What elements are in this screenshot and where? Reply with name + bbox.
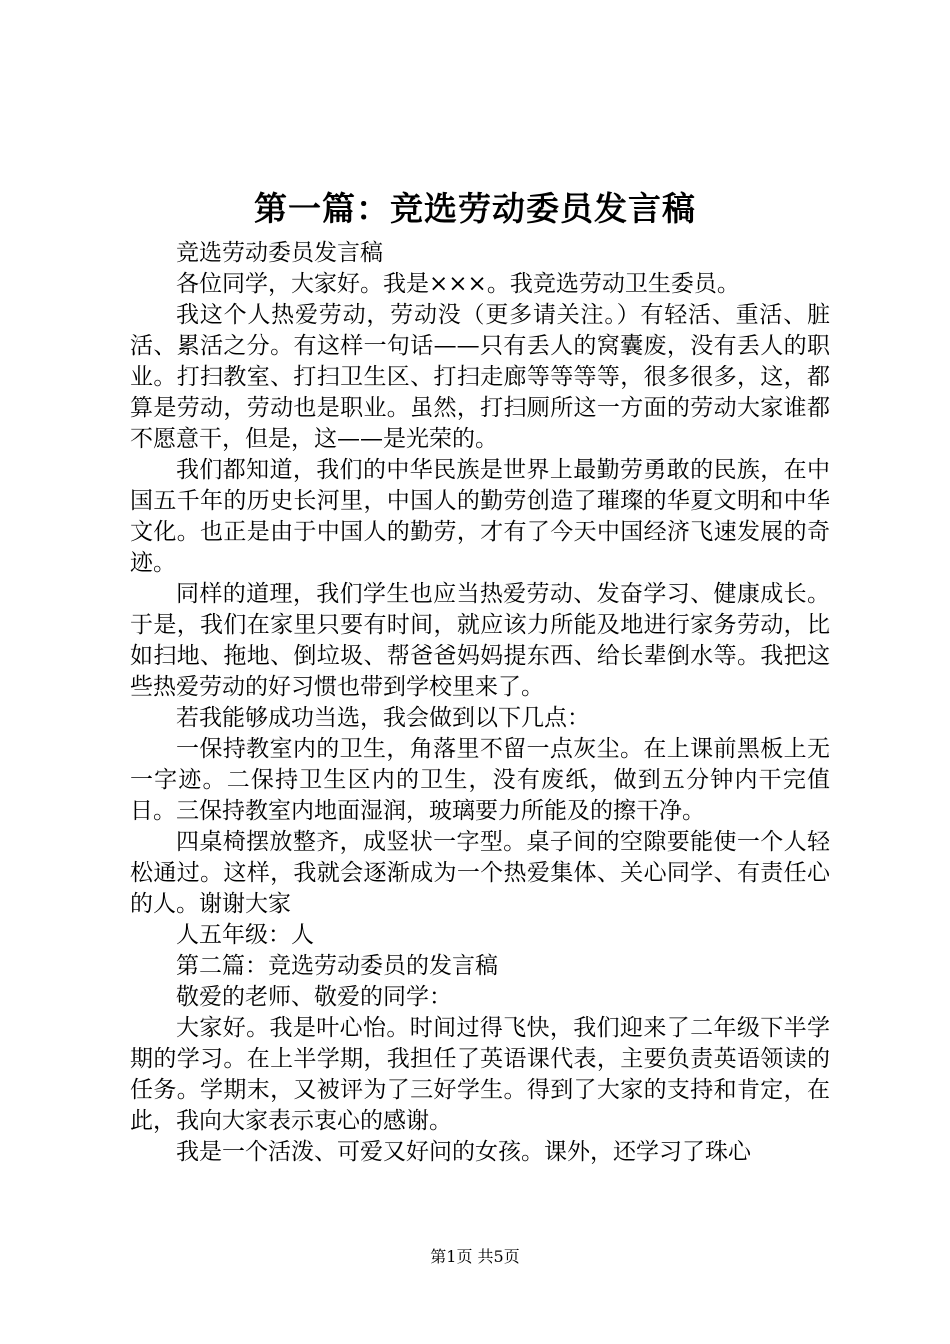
section-heading: 第二篇：竞选劳动委员的发言稿	[176, 953, 498, 979]
paragraph: 人五年级：人	[176, 922, 314, 948]
paragraph: 同样的道理，我们学生也应当热爱劳动、发奋学习、健康成长。于是，我们在家里只要有时间，就应该力所能及地进行家务劳动，比如扫地、拖地、倒垃圾、帮爸爸妈妈提东西、给长辈倒水等。我把这些热爱劳动的好习惯也带到学校里来了。	[130, 581, 830, 700]
page-footer: 第1页 共5页	[430, 1247, 520, 1266]
paragraph: 各位同学，大家好。我是×××。我竞选劳动卫生委员。	[176, 271, 740, 297]
document-title: 第一篇：竞选劳动委员发言稿	[254, 189, 696, 228]
paragraph: 大家好。我是叶心怡。时间过得飞快，我们迎来了二年级下半学期的学习。在上半学期，我担任了英语课代表，主要负责英语领读的任务。学期末，又被评为了三好学生。得到了大家的支持和肯定，在此，我向大家表示衷心的感谢。	[130, 1015, 830, 1134]
paragraph: 竞选劳动委员发言稿	[176, 240, 383, 266]
paragraph: 四桌椅摆放整齐，成竖状一字型。桌子间的空隙要能使一个人轻松通过。这样，我就会逐渐成为一个热爱集体、关心同学、有责任心的人。谢谢大家	[130, 829, 830, 917]
paragraph: 我是一个活泼、可爱又好问的女孩。课外，还学习了珠心	[176, 1139, 751, 1165]
document-body	[130, 238, 830, 1168]
paragraph: 若我能够成功当选，我会做到以下几点：	[176, 705, 590, 731]
paragraph: 我们都知道，我们的中华民族是世界上最勤劳勇敢的民族，在中国五千年的历史长河里，中国人的勤劳创造了璀璨的华夏文明和中华文化。也正是由于中国人的勤劳，才有了今天中国经济飞速发展的奇迹。	[130, 457, 830, 576]
paragraph: 敬爱的老师、敬爱的同学：	[176, 984, 452, 1010]
paragraph: 一保持教室内的卫生，角落里不留一点灰尘。在上课前黑板上无一字迹。二保持卫生区内的卫生，没有废纸，做到五分钟内干完值日。三保持教室内地面湿润，玻璃要力所能及的擦干净。	[130, 736, 830, 824]
paragraph: 我这个人热爱劳动，劳动没（更多请关注。）有轻活、重活、脏活、累活之分。有这样一句话——只有丢人的窝囊废，没有丢人的职业。打扫教室、打扫卫生区、打扫走廊等等等等，很多很多，这，都算是劳动，劳动也是职业。虽然，打扫厕所这一方面的劳动大家谁都不愿意干，但是，这——是光荣的。	[130, 302, 830, 452]
